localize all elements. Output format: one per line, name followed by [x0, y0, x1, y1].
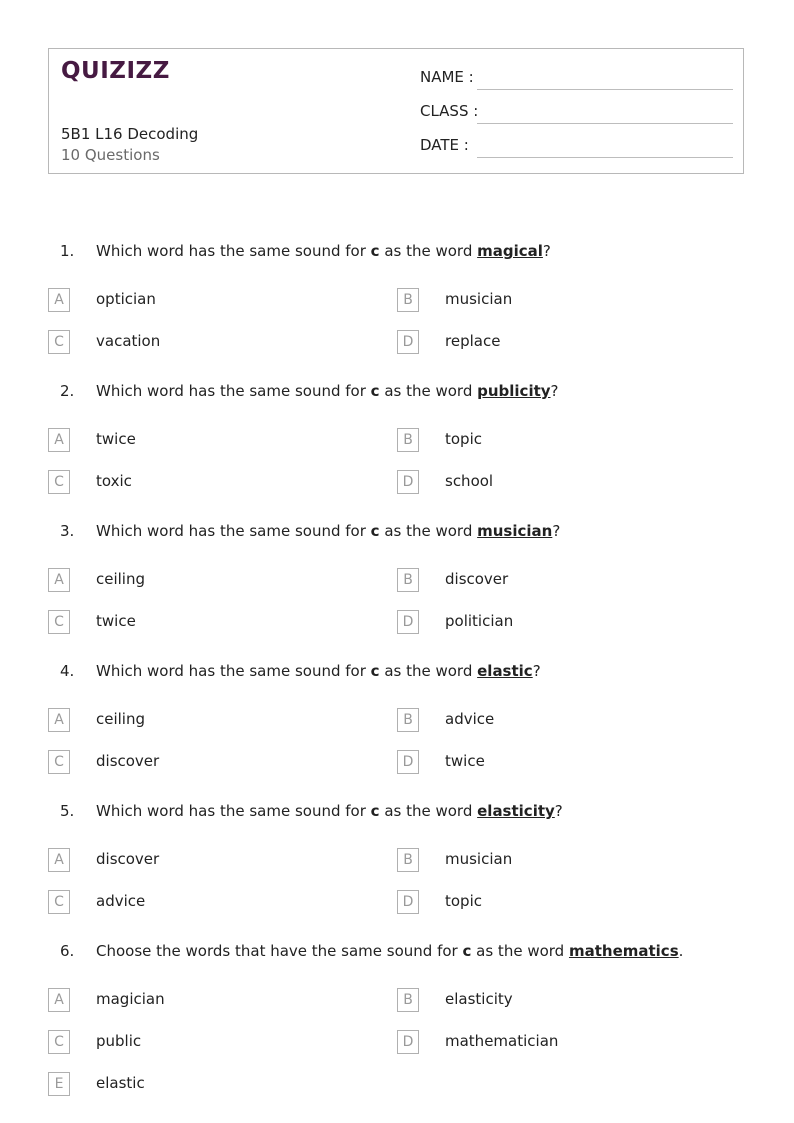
option-letter-box[interactable]: B	[397, 428, 419, 452]
target-letter: c	[370, 382, 380, 400]
name-label: NAME :	[420, 68, 474, 86]
question-text-pre: Which word has the same sound for	[96, 242, 371, 260]
question-number: 5.	[60, 802, 75, 820]
target-letter: c	[370, 522, 380, 540]
question-text-post: ?	[554, 802, 563, 820]
option-letter-box[interactable]: B	[397, 988, 419, 1012]
question-text	[96, 522, 560, 540]
option-text: twice	[445, 752, 485, 770]
target-letter: c	[370, 802, 380, 820]
option-letter-box[interactable]: C	[48, 1030, 70, 1054]
option-letter-box[interactable]: B	[397, 288, 419, 312]
option-text: discover	[445, 570, 509, 588]
question-text-post: ?	[532, 662, 541, 680]
option-letter-box[interactable]: A	[48, 288, 70, 312]
worksheet-header	[48, 48, 744, 174]
option-text: toxic	[96, 472, 132, 490]
option-letter-box[interactable]: A	[48, 428, 70, 452]
option-letter-box[interactable]: C	[48, 750, 70, 774]
question-number: 4.	[60, 662, 75, 680]
keyword: musician	[477, 522, 553, 540]
question-text-mid: as the word	[379, 382, 478, 400]
keyword: elastic	[477, 662, 533, 680]
quizizz-logo: QUIZIZZ	[61, 58, 170, 84]
option-text: advice	[96, 892, 146, 910]
option-letter-box[interactable]: D	[397, 750, 419, 774]
option-letter-box[interactable]: D	[397, 610, 419, 634]
option-letter-box[interactable]: C	[48, 890, 70, 914]
option-text: magician	[96, 990, 165, 1008]
option-text: twice	[96, 612, 136, 630]
question-count: 10 Questions	[61, 146, 160, 164]
option-text: replace	[445, 332, 501, 350]
target-letter: c	[370, 662, 380, 680]
question-text	[96, 662, 541, 680]
question-text	[96, 382, 559, 400]
question-text-mid: as the word	[471, 942, 569, 960]
option-text: twice	[96, 430, 136, 448]
option-text: optician	[96, 290, 156, 308]
option-text: school	[445, 472, 494, 490]
option-letter-box[interactable]: D	[397, 470, 419, 494]
class-label: CLASS :	[420, 102, 479, 120]
question-text-post: ?	[542, 242, 551, 260]
option-text: mathematician	[445, 1032, 559, 1050]
question-text-post: ?	[550, 382, 559, 400]
option-text: discover	[96, 850, 160, 868]
option-letter-box[interactable]: C	[48, 470, 70, 494]
date-label: DATE :	[420, 136, 469, 154]
option-text: ceiling	[96, 710, 146, 728]
worksheet-title: 5B1 L16 Decoding	[61, 125, 199, 143]
question-text-pre: Which word has the same sound for	[96, 662, 371, 680]
option-text: vacation	[96, 332, 161, 350]
question-number: 2.	[60, 382, 75, 400]
class-line	[477, 123, 733, 124]
option-letter-box[interactable]: E	[48, 1072, 70, 1096]
name-line	[477, 89, 733, 90]
option-letter-box[interactable]: C	[48, 330, 70, 354]
keyword: elasticity	[477, 802, 555, 820]
option-text: public	[96, 1032, 142, 1050]
option-text: elastic	[96, 1074, 145, 1092]
question-text-pre: Which word has the same sound for	[96, 802, 371, 820]
option-text: topic	[445, 430, 482, 448]
question-number: 1.	[60, 242, 75, 260]
option-letter-box[interactable]: B	[397, 848, 419, 872]
question-text-mid: as the word	[379, 662, 478, 680]
question-text-mid: as the word	[379, 522, 478, 540]
question-text	[96, 242, 551, 260]
option-text: topic	[445, 892, 482, 910]
question-number: 6.	[60, 942, 75, 960]
question-text	[96, 942, 683, 960]
option-text: musician	[445, 290, 513, 308]
keyword: publicity	[477, 382, 551, 400]
option-letter-box[interactable]: A	[48, 708, 70, 732]
question-number: 3.	[60, 522, 75, 540]
keyword: mathematics	[568, 942, 679, 960]
question-text-pre: Choose the words that have the same sound for	[96, 942, 463, 960]
option-letter-box[interactable]: D	[397, 890, 419, 914]
question-text	[96, 802, 563, 820]
option-text: elasticity	[445, 990, 513, 1008]
question-text-pre: Which word has the same sound for	[96, 522, 371, 540]
option-text: advice	[445, 710, 495, 728]
option-text: politician	[445, 612, 514, 630]
option-text: ceiling	[96, 570, 146, 588]
option-letter-box[interactable]: D	[397, 330, 419, 354]
option-text: musician	[445, 850, 513, 868]
option-letter-box[interactable]: D	[397, 1030, 419, 1054]
target-letter: c	[462, 942, 472, 960]
question-text-post: ?	[552, 522, 561, 540]
question-text-mid: as the word	[379, 802, 478, 820]
option-letter-box[interactable]: B	[397, 568, 419, 592]
question-text-pre: Which word has the same sound for	[96, 382, 371, 400]
keyword: magical	[477, 242, 543, 260]
date-line	[477, 157, 733, 158]
question-text-post: .	[678, 942, 684, 960]
option-text: discover	[96, 752, 160, 770]
question-text-mid: as the word	[379, 242, 478, 260]
option-letter-box[interactable]: C	[48, 610, 70, 634]
option-letter-box[interactable]: A	[48, 988, 70, 1012]
option-letter-box[interactable]: A	[48, 848, 70, 872]
option-letter-box[interactable]: A	[48, 568, 70, 592]
option-letter-box[interactable]: B	[397, 708, 419, 732]
target-letter: c	[370, 242, 380, 260]
